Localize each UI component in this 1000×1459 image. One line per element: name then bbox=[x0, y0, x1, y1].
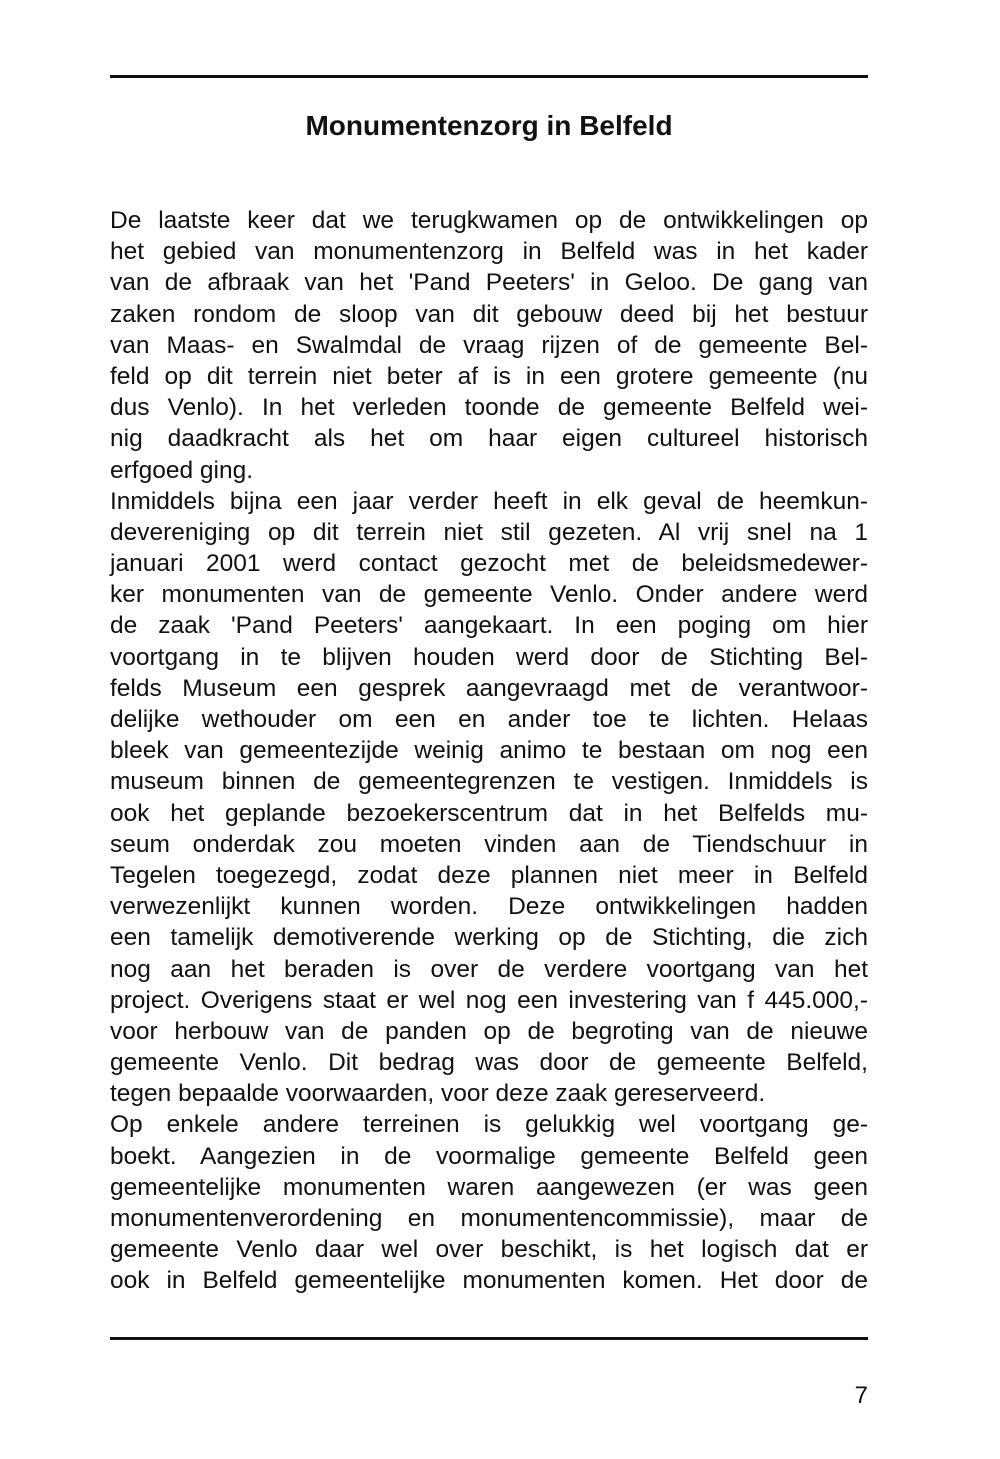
text-line: de zaak 'Pand Peeters' aangekaart. In een poging om hier bbox=[110, 612, 868, 640]
text-line: van de afbraak van het 'Pand Peeters' in Geloo. De gang van bbox=[110, 269, 868, 297]
text-line: Tegelen toegezegd, zodat deze plannen niet meer in Belfeld bbox=[110, 861, 868, 889]
text-line: monumentenverordening en monumentencommissie), maar de bbox=[110, 1205, 868, 1232]
text-line: voortgang in te blijven houden werd door de Stichting Bel- bbox=[110, 643, 868, 671]
text-line: tegen bepaalde voorwaarden, voor deze zaak gereserveerd. bbox=[110, 1080, 766, 1108]
text-line: erfgoed ging. bbox=[110, 456, 254, 484]
top-rule bbox=[110, 75, 868, 78]
text-line: bleek van gemeentezijde weinig animo te bestaan om nog een bbox=[110, 737, 868, 765]
text-line: een tamelijk demotiverende werking op de Stichting, die zich bbox=[110, 924, 868, 952]
text-line: gemeentelijke monumenten waren aangewezen (er was geen bbox=[110, 1173, 868, 1201]
body-text bbox=[110, 205, 868, 1297]
text-line: ook het geplande bezoekerscentrum dat in het Belfelds mu- bbox=[110, 799, 868, 827]
page-number: 7 bbox=[854, 1382, 868, 1409]
text-line: project. Overigens staat er wel nog een investering van f 445.000,- bbox=[110, 986, 868, 1014]
text-line: januari 2001 werd contact gezocht met de beleidsmedewer- bbox=[110, 550, 868, 578]
text-line: delijke wethouder om een en ander toe te lichten. Helaas bbox=[110, 706, 868, 733]
text-line: Op enkele andere terreinen is gelukkig wel voortgang ge- bbox=[110, 1111, 868, 1139]
text-line: het gebied van monumentenzorg in Belfeld was in het kader bbox=[110, 238, 868, 266]
text-line: zaken rondom de sloop van dit gebouw deed bij het bestuur bbox=[110, 300, 868, 328]
text-line: gemeente Venlo. Dit bedrag was door de gemeente Belfeld, bbox=[110, 1049, 868, 1077]
text-line: verwezenlijkt kunnen worden. Deze ontwikkelingen hadden bbox=[110, 893, 868, 921]
text-line: ker monumenten van de gemeente Venlo. Onder andere werd bbox=[110, 581, 868, 609]
text-line: voor herbouw van de panden op de begroting van de nieuwe bbox=[110, 1017, 868, 1045]
text-line: ook in Belfeld gemeentelijke monumenten komen. Het door de bbox=[110, 1267, 868, 1295]
text-line: nog aan het beraden is over de verdere voortgang van het bbox=[110, 955, 868, 983]
text-line: nig daadkracht als het om haar eigen cultureel historisch bbox=[110, 425, 868, 453]
text-line: De laatste keer dat we terugkwamen op de ontwikkelingen op bbox=[110, 207, 868, 234]
text-line: feld op dit terrein niet beter af is in een grotere gemeente (nu bbox=[110, 362, 868, 390]
text-line: dus Venlo). In het verleden toonde de gemeente Belfeld wei- bbox=[110, 394, 868, 422]
text-line: boekt. Aangezien in de voormalige gemeente Belfeld geen bbox=[110, 1142, 868, 1170]
text-line: Inmiddels bijna een jaar verder heeft in elk geval de heemkun- bbox=[110, 487, 868, 515]
text-line: felds Museum een gesprek aangevraagd met de verantwoor- bbox=[110, 674, 868, 702]
text-line: van Maas- en Swalmdal de vraag rijzen of de gemeente Bel- bbox=[110, 331, 868, 359]
page-title: Monumentenzorg in Belfeld bbox=[305, 110, 673, 141]
bottom-rule bbox=[110, 1337, 868, 1340]
text-line: devereniging op dit terrein niet stil gezeten. Al vrij snel na 1 bbox=[110, 518, 868, 546]
text-line: gemeente Venlo daar wel over beschikt, is het logisch dat er bbox=[110, 1236, 868, 1264]
text-line: museum binnen de gemeentegrenzen te vestigen. Inmiddels is bbox=[110, 768, 868, 796]
text-line: seum onderdak zou moeten vinden aan de Tiendschuur in bbox=[110, 830, 868, 858]
